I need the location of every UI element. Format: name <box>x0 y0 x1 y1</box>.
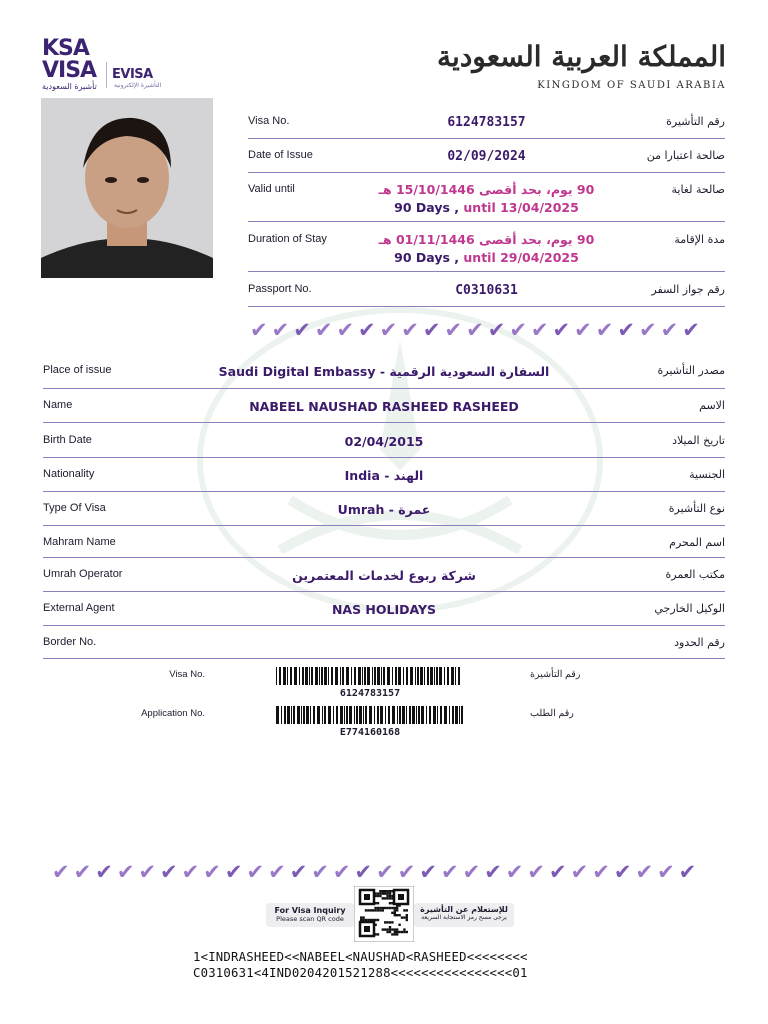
qr-english-subtitle: Please scan QR code <box>276 915 344 923</box>
check-icon: ✔ <box>336 318 355 342</box>
detail-label-ar: مصدر التأشيرة <box>657 364 725 377</box>
detail-label: Place of issue <box>43 364 112 376</box>
qr-code[interactable] <box>354 886 414 942</box>
issue-date-label-ar: صالحة اعتبارا من <box>646 149 725 162</box>
check-icon: ✔ <box>530 318 549 342</box>
qr-english-panel <box>266 903 354 927</box>
issue-date-label: Date of Issue <box>248 149 313 161</box>
check-icon: ✔ <box>358 318 376 342</box>
detail-label: Name <box>43 399 73 411</box>
check-icon: ✔ <box>678 860 697 884</box>
detail-label-ar: نوع التأشيرة <box>668 502 725 515</box>
barcode-application-label: Application No. <box>141 708 205 719</box>
duration-date: until 29/04/2025 <box>463 250 579 265</box>
detail-row <box>43 391 725 423</box>
detail-label: Nationality <box>43 468 95 480</box>
check-icon: ✔ <box>682 318 700 342</box>
barcode-visa-number: 6124783157 <box>339 688 401 699</box>
evisa-logo-arabic: التأشيرة الإلكترونية <box>114 82 162 89</box>
detail-value: India - الهند <box>344 468 424 483</box>
check-icon: ✔ <box>246 860 265 884</box>
check-icon: ✔ <box>181 860 200 884</box>
detail-value: 02/04/2015 <box>344 434 424 449</box>
detail-value: NAS HOLIDAYS <box>331 602 437 617</box>
valid-until-days: 90 Days , <box>394 200 460 215</box>
visa-no-label-ar: رقم التأشيرة <box>666 115 725 128</box>
check-icon: ✔ <box>657 860 675 884</box>
detail-row <box>43 628 725 659</box>
check-icon: ✔ <box>509 318 527 342</box>
logo-separator <box>106 62 107 88</box>
detail-label: Umrah Operator <box>43 568 123 580</box>
issue-date-row <box>248 142 725 173</box>
passport-label: Passport No. <box>248 283 312 295</box>
check-icon: ✔ <box>311 860 329 884</box>
detail-label: Border No. <box>43 636 97 648</box>
visa-no-row <box>248 108 725 139</box>
check-icon: ✔ <box>250 318 268 342</box>
duration-label-ar: مدة الإقامة <box>674 233 725 246</box>
passport-row <box>248 276 725 307</box>
check-icon: ✔ <box>505 860 524 884</box>
check-icon: ✔ <box>379 318 398 342</box>
check-icon: ✔ <box>73 860 92 884</box>
evisa-logo: EVISA <box>112 67 153 82</box>
passport-label-ar: رقم جواز السفر <box>651 283 725 296</box>
ksa-visa-logo: KSA VISA <box>42 36 97 83</box>
check-icon: ✔ <box>401 318 419 342</box>
detail-row <box>43 594 725 626</box>
detail-row <box>43 460 725 492</box>
check-icon: ✔ <box>289 860 308 884</box>
check-icon: ✔ <box>570 860 589 884</box>
check-icon: ✔ <box>635 860 654 884</box>
detail-row <box>43 494 725 526</box>
qr-arabic-subtitle: يرجى مسح رمز الاستجابة السريعة <box>421 914 507 921</box>
valid-until-date: until 13/04/2025 <box>463 200 579 215</box>
detail-row <box>43 356 725 389</box>
passport-value: C0310631 <box>455 283 518 298</box>
check-icon: ✔ <box>52 860 70 884</box>
valid-until-label: Valid until <box>248 183 295 195</box>
checkmark-strip-bottom <box>52 862 696 883</box>
ksa-visa-logo-arabic: تأشيرة السعودية <box>42 82 97 91</box>
visa-barcode <box>276 667 464 685</box>
check-icon: ✔ <box>549 860 567 884</box>
mrz-line-1: 1<INDRASHEED<<NABEEL<NAUSHAD<RASHEED<<<<<<<< <box>193 950 528 964</box>
check-icon: ✔ <box>527 860 546 884</box>
check-icon: ✔ <box>595 318 614 342</box>
check-icon: ✔ <box>552 318 571 342</box>
check-icon: ✔ <box>95 860 113 884</box>
detail-label-ar: تاريخ الميلاد <box>672 434 725 447</box>
visa-no-label: Visa No. <box>248 115 290 127</box>
checkmark-strip-top <box>250 320 700 341</box>
check-icon: ✔ <box>293 318 311 342</box>
check-icon: ✔ <box>444 318 463 342</box>
check-icon: ✔ <box>487 318 506 342</box>
duration-hijri: 90 يوم، بحد أقصى 01/11/1446 هـ <box>378 232 595 247</box>
check-icon: ✔ <box>484 860 502 884</box>
detail-value: Saudi Digital Embassy - السفارة السعودية الرقمية <box>218 364 550 379</box>
detail-label-ar: الاسم <box>699 399 725 412</box>
detail-value: NABEEL NAUSHAD RASHEED RASHEED <box>249 399 519 414</box>
detail-row <box>43 426 725 458</box>
detail-label: External Agent <box>43 602 115 614</box>
application-barcode <box>276 706 464 724</box>
detail-label-ar: الجنسية <box>689 468 725 481</box>
check-icon: ✔ <box>592 860 610 884</box>
check-icon: ✔ <box>224 860 243 884</box>
qr-arabic-panel <box>414 903 514 927</box>
duration-days: 90 Days , <box>394 250 460 265</box>
detail-value: شركة ربوع لخدمات المعتمرين <box>292 568 476 583</box>
detail-label: Birth Date <box>43 434 92 446</box>
valid-until-hijri: 90 يوم، بحد أقصى 15/10/1446 هـ <box>378 182 595 197</box>
barcode-application-label-ar: رقم الطلب <box>530 708 574 719</box>
detail-row <box>43 560 725 592</box>
barcode-visa-label-ar: رقم التأشيرة <box>530 669 581 680</box>
check-icon: ✔ <box>271 318 290 342</box>
check-icon: ✔ <box>332 860 351 884</box>
detail-label-ar: الوكيل الخارجي <box>654 602 725 615</box>
qr-arabic-title: للإستعلام عن التأشيرة <box>420 905 508 914</box>
check-icon: ✔ <box>422 318 441 342</box>
check-icon: ✔ <box>116 860 135 884</box>
detail-label-ar: اسم المحرم <box>669 536 725 549</box>
duration-row <box>248 226 725 272</box>
check-icon: ✔ <box>397 860 416 884</box>
issue-date-value: 02/09/2024 <box>447 149 526 164</box>
kingdom-name-arabic: المملكة العربية السعودية <box>437 40 726 73</box>
kingdom-name-english: KINGDOM OF SAUDI ARABIA <box>537 80 726 91</box>
qr-english-title: For Visa Inquiry <box>274 906 346 915</box>
check-icon: ✔ <box>462 860 481 884</box>
check-icon: ✔ <box>314 318 333 342</box>
applicant-photo <box>41 98 213 278</box>
check-icon: ✔ <box>376 860 394 884</box>
detail-label: Type Of Visa <box>43 502 106 514</box>
check-icon: ✔ <box>268 860 286 884</box>
check-icon: ✔ <box>138 860 157 884</box>
visa-no-value: 6124783157 <box>447 115 526 130</box>
check-icon: ✔ <box>466 318 484 342</box>
detail-row <box>43 528 725 558</box>
check-icon: ✔ <box>354 860 373 884</box>
check-icon: ✔ <box>440 860 459 884</box>
valid-until-label-ar: صالحة لغاية <box>671 183 725 196</box>
check-icon: ✔ <box>574 318 592 342</box>
barcode-visa-label: Visa No. <box>169 669 205 680</box>
check-icon: ✔ <box>613 860 632 884</box>
valid-until-row <box>248 176 725 222</box>
check-icon: ✔ <box>617 318 635 342</box>
barcode-application-number: E774160168 <box>339 727 401 738</box>
check-icon: ✔ <box>160 860 178 884</box>
check-icon: ✔ <box>203 860 221 884</box>
mrz-line-2: C0310631<4IND0204201521288<<<<<<<<<<<<<<<<01 <box>193 966 528 980</box>
detail-label-ar: مكتب العمرة <box>665 568 725 581</box>
detail-label-ar: رقم الحدود <box>674 636 725 649</box>
check-icon: ✔ <box>660 318 679 342</box>
detail-label: Mahram Name <box>43 536 116 548</box>
duration-label: Duration of Stay <box>248 233 327 245</box>
detail-value: Umrah - عمرة <box>337 502 431 517</box>
check-icon: ✔ <box>419 860 437 884</box>
check-icon: ✔ <box>638 318 657 342</box>
